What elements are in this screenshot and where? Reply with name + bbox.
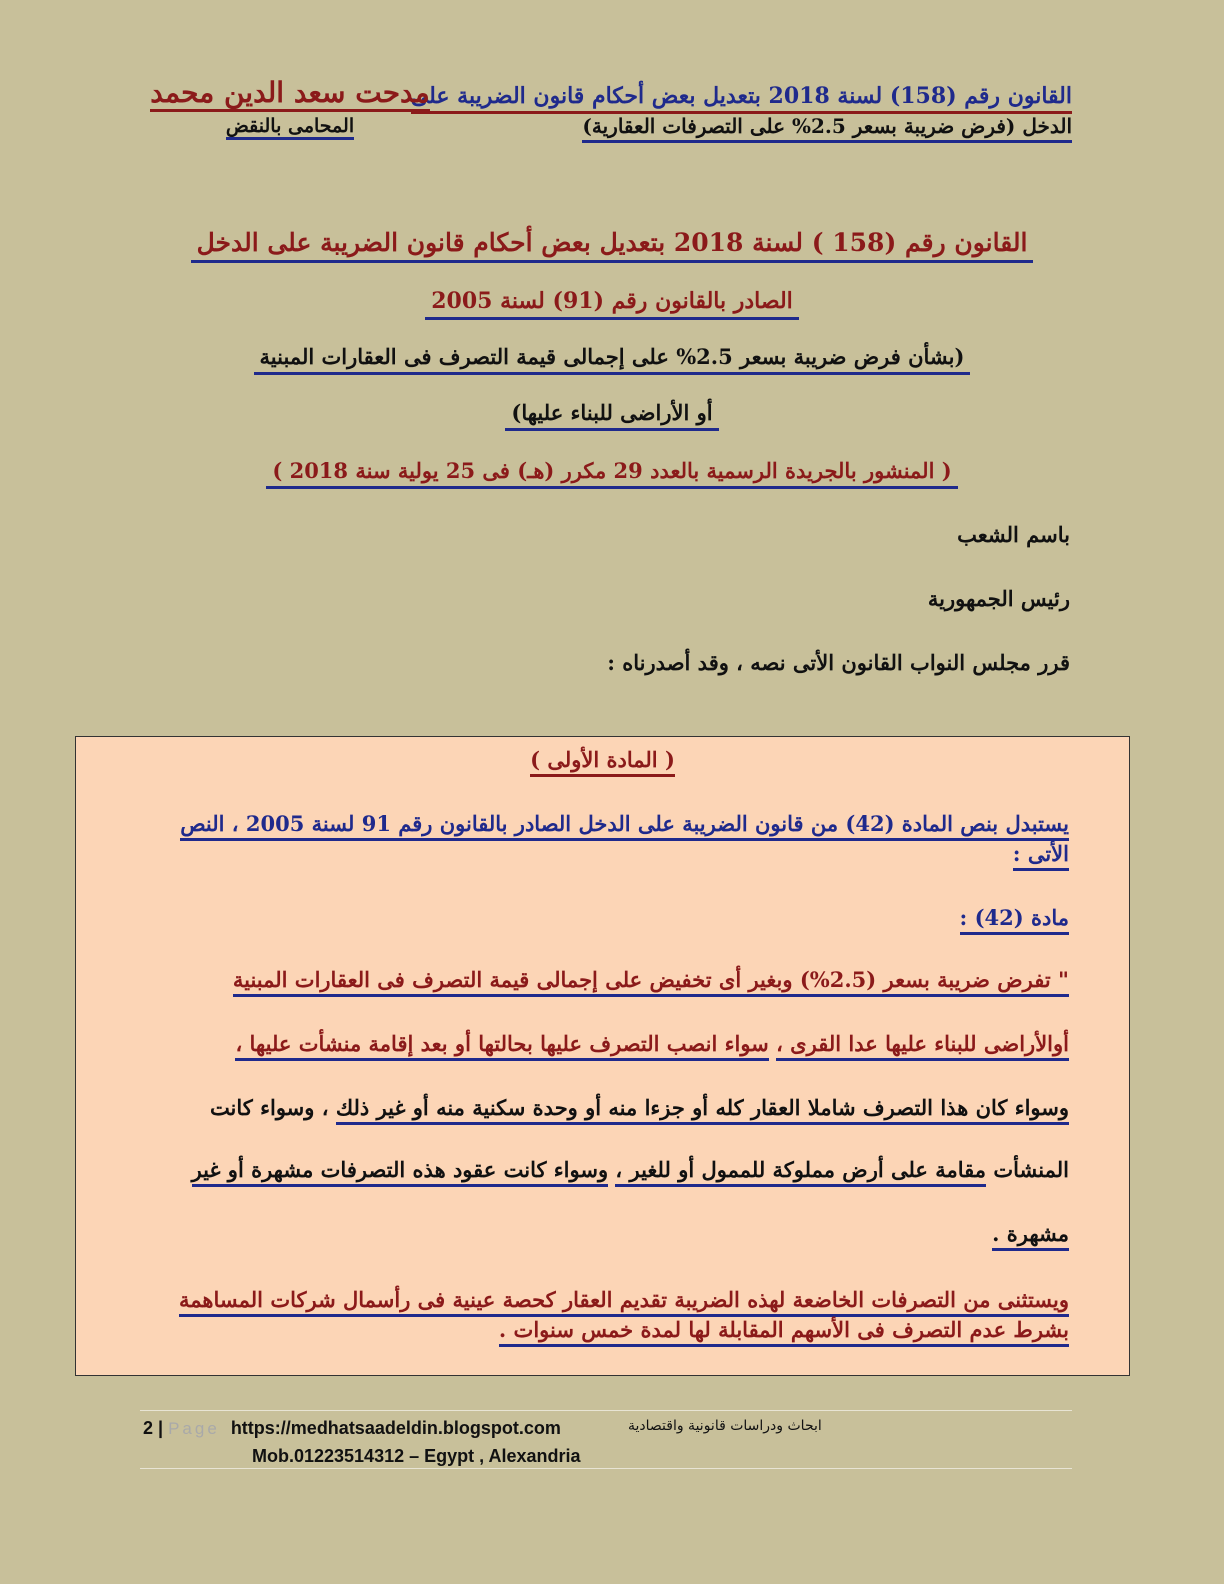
author-role: المحامى بالنقض	[150, 112, 430, 140]
article-text-line3a: وسواء كان هذا التصرف شاملا العقار كله أو جزءا منه أو وحدة سكنية منه أو غير ذلك	[336, 1095, 1069, 1125]
article-sub-title: مادة (42) :	[169, 905, 1069, 930]
page-number: 2	[143, 1418, 154, 1438]
footer-arabic-label: ابحاث ودراسات قانونية واقتصادية	[628, 1418, 822, 1434]
author-name: مدحت سعد الدين محمد	[150, 74, 430, 112]
article-intro	[169, 809, 1069, 869]
article-text-line2b: سواء انصب التصرف عليها بحالتها أو بعد إقامة منشأت عليها ،	[235, 1031, 768, 1061]
law-publication: ( المنشور بالجريدة الرسمية بالعدد 29 مكرر (هـ) فى 25 يولية سنة 2018 )	[0, 458, 1224, 483]
law-issued-under: الصادر بالقانون رقم (91) لسنة 2005	[0, 288, 1224, 314]
footer-divider-bottom	[140, 1468, 1072, 1469]
footer-page-info	[143, 1418, 561, 1439]
article-title: ( المادة الأولى )	[76, 747, 1129, 772]
page-separator: |	[158, 1418, 164, 1438]
article-intro-line1: يستبدل بنص المادة (42) من قانون الضريبة على الدخل الصادر بالقانون رقم 91 لسنة 2005 ، النص	[180, 811, 1069, 841]
article-text-line4	[169, 1157, 1069, 1182]
article-text-line4b: مقامة على أرض مملوكة للممول أو للغير ،	[615, 1157, 986, 1187]
header-title-line1: القانون رقم (158) لسنة 2018 بتعديل بعض أحكام قانون الضريبة على	[432, 80, 1072, 112]
law-subject-line1: (بشأن فرض ضريبة بسعر 2.5% على إجمالى قيمة التصرف فى العقارات المبنية	[0, 344, 1224, 369]
article-text-line3b: ، وسواء كانت	[209, 1095, 329, 1120]
article-exception-line1: ويستثنى من التصرفات الخاضعة لهذه الضريبة تقديم العقار كحصة عينية فى رأسمال شركات المساهمة	[179, 1287, 1069, 1317]
article-text-line4c: وسواء كانت عقود هذه التصرفات مشهرة أو غير	[192, 1157, 609, 1187]
footer-contact: Mob.01223514312 – Egypt , Alexandria	[252, 1446, 581, 1466]
footer-divider-top	[140, 1410, 1072, 1411]
article-text-line1: " تفرض ضريبة بسعر (2.5%) وبغير أى تخفيض على إجمالى قيمة التصرف فى العقارات المبنية	[169, 967, 1069, 992]
preamble-president: رئيس الجمهورية	[927, 586, 1070, 611]
preamble-in-name-of-people: باسم الشعب	[957, 522, 1070, 547]
law-subject-line2: أو الأراضى للبناء عليها)	[0, 400, 1224, 425]
document-header-title	[410, 80, 1072, 140]
article-text-line3	[169, 1095, 1069, 1120]
preamble-parliament: قرر مجلس النواب القانون الأتى نصه ، وقد أصدرناه :	[607, 650, 1070, 675]
article-text-line2	[169, 1031, 1069, 1056]
article-box	[75, 736, 1130, 1376]
article-exception	[169, 1285, 1069, 1345]
article-exception-line2: بشرط عدم التصرف فى الأسهم المقابلة لها لمدة خمس سنوات .	[499, 1317, 1069, 1347]
author-block	[150, 74, 430, 140]
article-text-line5: مشهرة .	[169, 1221, 1069, 1246]
article-intro-line2: الأتى :	[1013, 841, 1069, 871]
page-label: Page	[168, 1419, 220, 1438]
article-text-line2a: أوالأراضى للبناء عليها عدا القرى ،	[776, 1031, 1069, 1061]
blog-url-link[interactable]: https://medhatsaadeldin.blogspot.com	[230, 1418, 561, 1438]
header-title-line2: الدخل (فرض ضريبة بسعر 2.5% على التصرفات العقارية)	[432, 112, 1072, 140]
law-title: القانون رقم (158 ) لسنة 2018 بتعديل بعض أحكام قانون الضريبة على الدخل	[0, 228, 1224, 257]
article-text-line4a: المنشأت	[993, 1157, 1069, 1182]
